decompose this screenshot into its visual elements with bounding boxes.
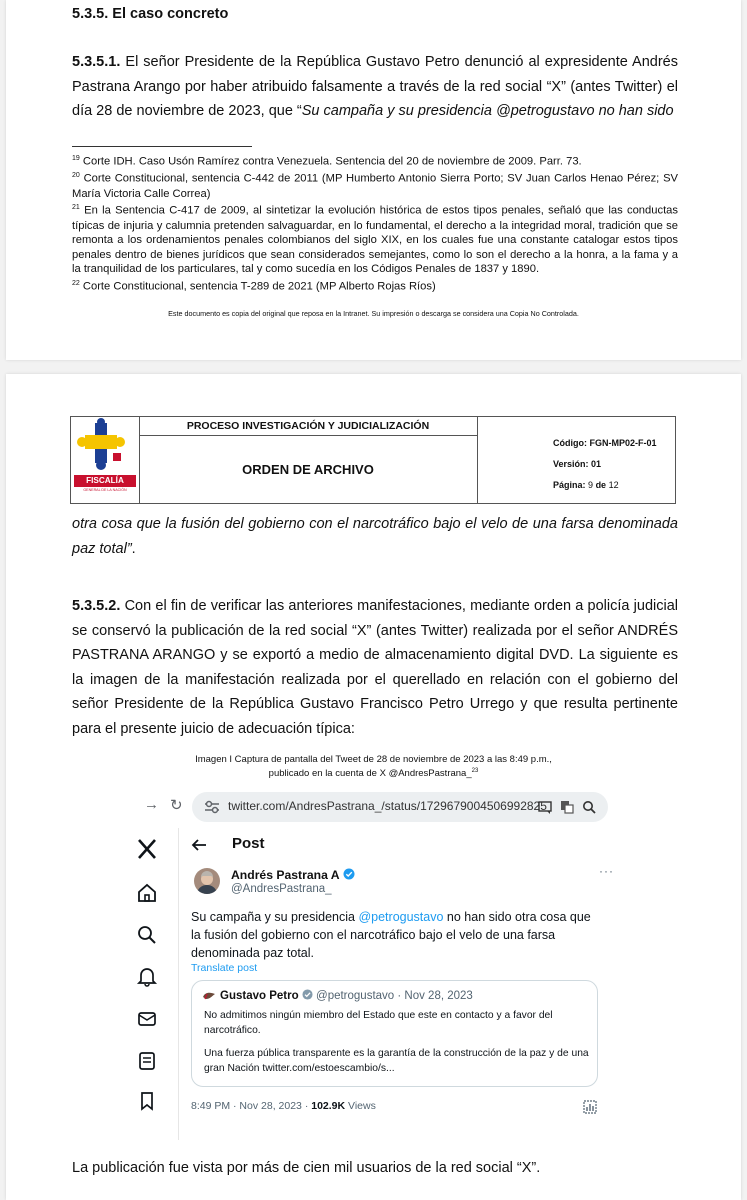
- lists-icon: [136, 1050, 158, 1072]
- document-title: ORDEN DE ARCHIVO: [139, 436, 478, 503]
- translate-icon: [560, 800, 574, 814]
- quoted-text: Su campaña y su presidencia @petrogustavo no han sido: [301, 103, 674, 119]
- author-handle: @AndresPastrana_: [231, 883, 332, 895]
- document-version: Versión: 01: [553, 459, 602, 469]
- footnote: $^{21}$ En la Sentencia C-417 de 2009, al sintetizar la evolución histórica de estos tipos penales, señaló que las conductas típicas de injuria y calumnia pretenden salvaguardar, en lo fundamental, el derecho a la integridad moral, tradición que se remonta a los ordenamientos penales colombianos del siglo XIX, en los cuales fue una constante catalogar estos tipos penales dentro de bienes jurídicos que sean considerados semejantes, como lo son el derecho a la honra, a la fama y a la tranquilidad de los particulares, tal y como sucedía en los Códigos Penales de 1837 y 1890.: [72, 204, 678, 276]
- document-page-1: [6, 0, 741, 360]
- quote-continuation: otra cosa que la fusión del gobierno con el narcotráfico bajo el velo de una farsa denominada paz total”.: [72, 516, 678, 557]
- more-options-icon: ···: [599, 864, 614, 878]
- post-header: [179, 828, 620, 860]
- logo-subtitle: GENERAL DE LA NACIÓN: [83, 488, 127, 492]
- paragraph-text: El señor Presidente de la República Gustavo Petro denunció al expresidente Andrés Pastrana Arango por haber atribuido falsamente a través de la red social “X” (antes Twitter) el día 28 de noviembre de 2023, que “: [72, 54, 678, 119]
- image-caption: Imagen I Captura de pantalla del Tweet de 28 de noviembre de 2023 a las 8:49 p.m., publicado en la cuenta de X @AndresPastrana_$^{23}$: [195, 754, 552, 779]
- x-logo-icon: [136, 838, 158, 860]
- tweet-text: Su campaña y su presidencia @petrogustavo no han sido otra cosa que la fusión del gobierno con el narcotráfico bajo el velo de una farsa denominada paz total.: [191, 910, 591, 960]
- quoted-tweet: [191, 980, 598, 1087]
- cast-icon: [538, 800, 552, 814]
- forward-arrow-icon: →: [144, 796, 159, 813]
- verified-badge-icon: [302, 989, 313, 1000]
- page-counter: Página: 9 de 12: [553, 480, 619, 490]
- tweet-screenshot: [124, 786, 620, 1140]
- footnote-divider: [72, 146, 252, 147]
- document-code: Código: FGN-MP02-F-01: [553, 438, 657, 448]
- post-detail: [179, 828, 620, 1140]
- mention-link: @petrogustavo: [358, 910, 444, 924]
- footnote: $^{20}$ Corte Constitucional, sentencia C-442 de 2011 (MP Humberto Antonio Sierra Porto; SV Juan Carlos Henao Pérez; SV María Victoria Calle Correa): [72, 172, 678, 200]
- quoted-text: No admitimos ningún miembro del Estado que este en contacto y a favor del narcotráfico. Una fuerza pública transparente es la garantía de la construcción de la paz y de una gran Nación twitter.com/estoescambio/s...: [204, 1010, 589, 1074]
- search-icon: [136, 924, 158, 946]
- section-title: 5.3.5. El caso concreto: [72, 6, 229, 22]
- url-text: twitter.com/AndresPastrana_/status/1729679004506992825: [228, 799, 547, 813]
- avatar: [194, 868, 220, 894]
- footnote: $^{19}$ Corte IDH. Caso Usón Ramírez contra Venezuela. Sentencia del 20 de noviembre de 2009. Parr. 73.: [72, 155, 582, 168]
- post-timestamp: 8:49 PM · Nov 28, 2023 · 102.9K Views: [191, 1100, 376, 1112]
- url-field: [192, 792, 608, 822]
- zoom-icon: [582, 800, 596, 814]
- analytics-icon: [583, 1100, 597, 1114]
- verified-badge-icon: [343, 868, 355, 880]
- messages-icon: [136, 1008, 158, 1030]
- logo-wordmark: FISCALÍA: [74, 475, 136, 487]
- quoted-author-avatar: [202, 990, 216, 1002]
- reload-icon: ↻: [170, 797, 183, 814]
- footnote: $^{22}$ Corte Constitucional, sentencia T-289 de 2021 (MP Alberto Rojas Ríos): [72, 279, 436, 293]
- paragraph-text: Con el fin de verificar las anteriores manifestaciones, mediante orden a policía judicial se conservó la publicación de la red social “X” (antes Twitter) realizada por el señor ANDRÉS PASTRANA ARANGO y se exportó a medio de almacenamiento digital DVD. La siguiente es la imagen de la manifestación realizada por el querellado en relación con el gobierno del señor Presidente de la República Gustavo Francisco Petro Urrego y que resulta pertinente para el presente juicio de adecuación típica:: [72, 598, 678, 737]
- quoted-text: otra cosa que la fusión del gobierno con el narcotráfico bajo el velo de una farsa denominada paz total”: [72, 516, 678, 557]
- fiscalia-logo: [71, 417, 140, 503]
- quoted-author: Gustavo Petro @petrogustavo · Nov 28, 2023: [220, 990, 473, 1002]
- x-sidebar: [124, 828, 179, 1140]
- footnotes: [72, 152, 678, 294]
- paragraph-5-3-5-1: [72, 50, 678, 124]
- document-page-2: [6, 374, 741, 1200]
- document-header: [70, 416, 676, 504]
- notifications-bell-icon: [136, 966, 158, 988]
- closing-sentence: La publicación fue vista por más de cien mil usuarios de la red social “X”.: [72, 1160, 541, 1176]
- paragraph-number: 5.3.5.1.: [72, 54, 121, 70]
- process-name: PROCESO INVESTIGACIÓN Y JUDICIALIZACIÓN: [139, 417, 478, 436]
- author-name: Andrés Pastrana A: [231, 868, 355, 882]
- back-arrow-icon: [191, 838, 207, 852]
- paragraph-number: 5.3.5.2.: [72, 598, 121, 614]
- site-settings-icon: [204, 800, 220, 814]
- bookmarks-icon: [136, 1090, 158, 1112]
- translate-post-link: Translate post: [191, 962, 258, 974]
- puzzle-logo-icon: [71, 417, 139, 475]
- post-title: Post: [232, 835, 265, 852]
- home-icon: [136, 882, 158, 904]
- paragraph-5-3-5-2: [72, 594, 678, 741]
- copy-disclaimer: Este documento es copia del original que reposa en la Intranet. Su impresión o descarga se considera una Copia No Controlada.: [168, 309, 579, 318]
- browser-address-bar: [124, 786, 620, 828]
